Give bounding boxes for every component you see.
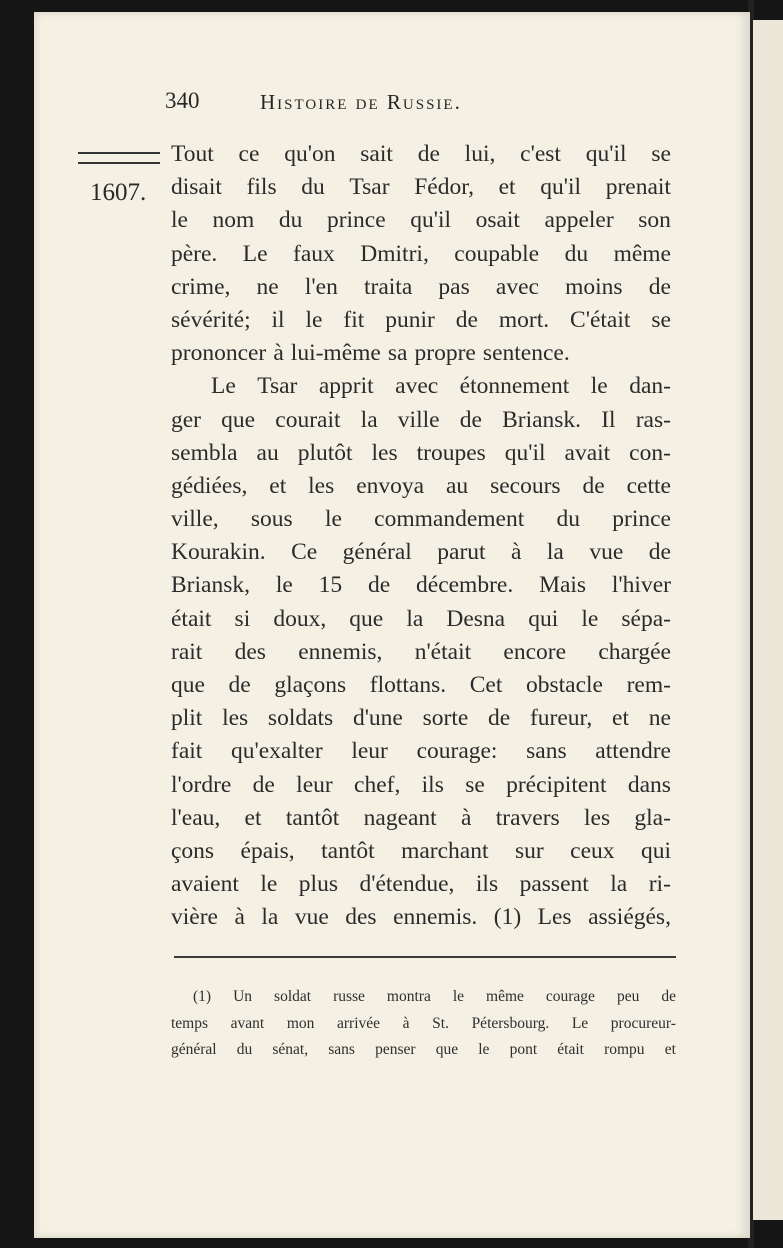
body-line: sévérité; il le fit punir de mort. C'était se [171,306,671,333]
body-line: l'eau, et tantôt nageant à travers les gla- [171,804,671,831]
footnote-line: temps avant mon arrivée à St. Pétersbourg. Le procureur- [171,1014,676,1032]
body-line: vière à la vue des ennemis. (1) Les assiégés, [171,904,671,931]
body-line: que de glaçons flottans. Cet obstacle rem- [171,672,671,698]
body-line: père. Le faux Dmitri, coupable du même [171,240,671,267]
body-text [171,138,671,935]
body-line: ger que courait la ville de Briansk. Il ras- [171,406,671,433]
running-title: Histoire de Russie. [260,90,462,114]
adjacent-page-edge [753,20,783,1220]
body-line: l'ordre de leur chef, ils se précipitent dans [171,771,671,798]
body-line: disait fils du Tsar Fédor, et qu'il prenait [171,174,671,201]
body-line: rait des ennemis, n'était encore chargée [171,638,671,665]
body-line: fait qu'exalter leur courage: sans attendre [171,738,671,765]
body-line: Briansk, le 15 de décembre. Mais l'hiver [171,572,671,599]
footnote [171,984,676,1064]
body-line: ville, sous le commandement du prince [171,506,671,533]
margin-year: 1607. [90,179,147,206]
footnote-line: (1) Un soldat russe montra le même courage peu de [193,988,676,1005]
body-line: avaient le plus d'étendue, ils passent la ri- [171,871,671,898]
body-line: gédiées, et les envoya au secours de cette [171,472,671,499]
body-line: crime, ne l'en traita pas avec moins de [171,273,671,300]
body-line: çons épais, tantôt marchant sur ceux qui [171,837,671,864]
body-line: sembla au plutôt les troupes qu'il avait con- [171,439,671,466]
body-line: était si doux, que la Desna qui le sépa- [171,605,671,632]
body-line: plit les soldats d'une sorte de fureur, et ne [171,705,671,732]
body-line: le nom du prince qu'il osait appeler son [171,207,671,234]
margin-double-rule [78,152,160,164]
footnote-rule [174,956,676,958]
page-number: 340 [165,88,200,113]
body-line: Le Tsar apprit avec étonnement le dan- [211,373,671,400]
body-line: Tout ce qu'on sait de lui, c'est qu'il se [171,141,671,167]
body-line: Kourakin. Ce général parut à la vue de [171,539,671,566]
body-line: prononcer à lui-même sa propre sentence. [171,340,570,367]
running-head [165,88,685,122]
footnote-line: général du sénat, sans penser que le pont était rompu et [171,1041,676,1058]
